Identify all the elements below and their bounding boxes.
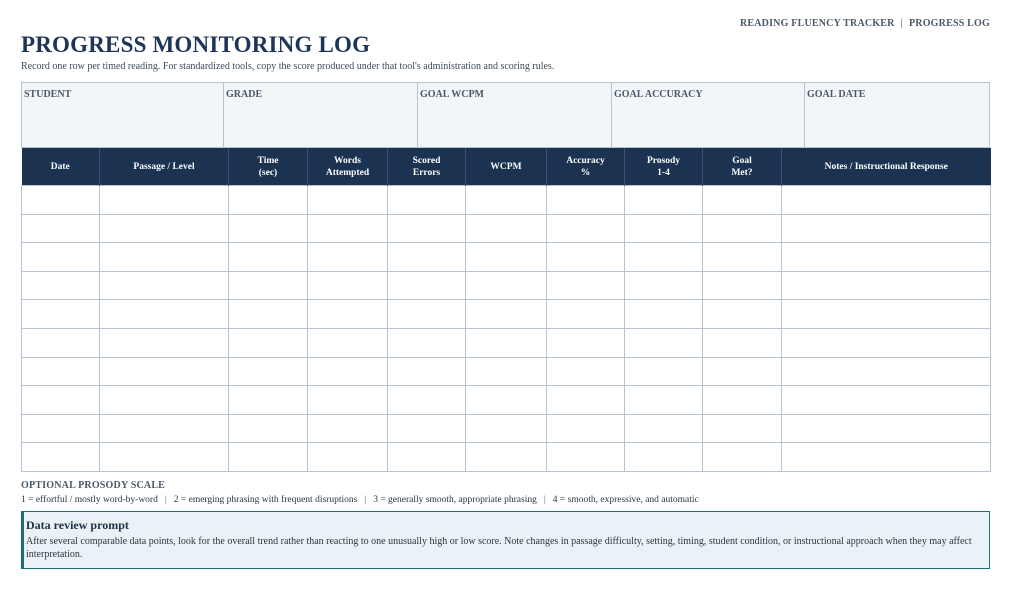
table-cell[interactable] xyxy=(625,357,703,386)
table-cell[interactable] xyxy=(22,414,100,443)
table-cell[interactable] xyxy=(782,414,991,443)
table-body xyxy=(22,186,991,472)
page-title: PROGRESS MONITORING LOG xyxy=(21,32,371,57)
table-cell[interactable] xyxy=(22,443,100,472)
prosody-scale-item: 1 = effortful / mostly word-by-word xyxy=(21,495,158,505)
column-header-words-attempted: Words Attempted xyxy=(308,148,388,186)
table-header-row xyxy=(22,148,991,186)
table-cell[interactable] xyxy=(547,357,625,386)
table-cell[interactable] xyxy=(100,300,229,329)
table-cell[interactable] xyxy=(22,328,100,357)
table-cell[interactable] xyxy=(229,243,308,272)
review-prompt-title: Data review prompt xyxy=(26,518,129,532)
table-cell[interactable] xyxy=(547,300,625,329)
document-header-label xyxy=(740,18,990,29)
table-cell[interactable] xyxy=(388,214,466,243)
table-cell[interactable] xyxy=(466,243,547,272)
prosody-scale-items: 1 = effortful / mostly word-by-word | 2 = emerging phrasing with frequent disruptions | 3 = generally smooth, appropriate phrasing | 4 = smooth, expressive, and automatic xyxy=(21,495,699,505)
table-cell[interactable] xyxy=(22,186,100,215)
table-cell[interactable] xyxy=(703,300,782,329)
table-cell[interactable] xyxy=(466,328,547,357)
table-cell[interactable] xyxy=(388,443,466,472)
log-label: PROGRESS LOG xyxy=(908,18,990,29)
table-row xyxy=(22,214,991,243)
header-separator: | xyxy=(900,18,903,29)
table-cell[interactable] xyxy=(703,214,782,243)
page-subtitle: Record one row per timed reading. For standardized tools, copy the score produced under that tool's administration and scoring rules. xyxy=(21,61,555,72)
column-header-passage-level: Passage / Level xyxy=(100,148,229,186)
table-cell[interactable] xyxy=(100,414,229,443)
table-cell[interactable] xyxy=(547,386,625,415)
table-row xyxy=(22,186,991,215)
table-cell[interactable] xyxy=(388,414,466,443)
prosody-scale-item: 4 = smooth, expressive, and automatic xyxy=(552,495,699,505)
table-cell[interactable] xyxy=(388,300,466,329)
goal-wcpm-field[interactable] xyxy=(418,83,612,147)
table-cell[interactable] xyxy=(547,243,625,272)
table-cell[interactable] xyxy=(229,271,308,300)
table-cell[interactable] xyxy=(100,186,229,215)
table-cell[interactable] xyxy=(229,328,308,357)
table-cell[interactable] xyxy=(22,357,100,386)
table-cell[interactable] xyxy=(229,300,308,329)
table-cell[interactable] xyxy=(466,357,547,386)
table-cell[interactable] xyxy=(547,443,625,472)
table-cell[interactable] xyxy=(466,443,547,472)
table-cell[interactable] xyxy=(466,386,547,415)
table-cell[interactable] xyxy=(703,271,782,300)
table-cell[interactable] xyxy=(547,328,625,357)
prosody-scale-item: 2 = emerging phrasing with frequent disruptions xyxy=(173,495,358,505)
goal-wcpm-field-label: GOAL WCPM xyxy=(420,89,484,100)
table-cell[interactable] xyxy=(703,386,782,415)
table-cell[interactable] xyxy=(229,214,308,243)
table-cell[interactable] xyxy=(308,300,388,329)
table-row xyxy=(22,386,991,415)
table-cell[interactable] xyxy=(703,443,782,472)
table-cell[interactable] xyxy=(782,357,991,386)
column-header-notes: Notes / Instructional Response xyxy=(782,148,991,186)
table-cell[interactable] xyxy=(547,186,625,215)
column-header-goal-met: Goal Met? xyxy=(703,148,782,186)
table-row xyxy=(22,328,991,357)
column-header-scored-errors: Scored Errors xyxy=(388,148,466,186)
goal-accuracy-field[interactable] xyxy=(612,83,805,147)
table-cell[interactable] xyxy=(100,357,229,386)
data-review-prompt xyxy=(21,511,990,569)
column-header-prosody: Prosody 1-4 xyxy=(625,148,703,186)
table-cell[interactable] xyxy=(466,271,547,300)
table-cell[interactable] xyxy=(22,386,100,415)
table-cell[interactable] xyxy=(625,271,703,300)
table-cell[interactable] xyxy=(308,357,388,386)
goal-accuracy-field-label: GOAL ACCURACY xyxy=(614,89,703,100)
table-cell[interactable] xyxy=(547,271,625,300)
table-cell[interactable] xyxy=(547,414,625,443)
table-cell[interactable] xyxy=(22,214,100,243)
table-row xyxy=(22,243,991,272)
table-cell[interactable] xyxy=(229,357,308,386)
column-header-accuracy: Accuracy % xyxy=(547,148,625,186)
table-cell[interactable] xyxy=(100,328,229,357)
table-cell[interactable] xyxy=(782,300,991,329)
table-cell[interactable] xyxy=(100,443,229,472)
table-cell[interactable] xyxy=(466,300,547,329)
table-cell[interactable] xyxy=(466,186,547,215)
progress-log-table xyxy=(21,148,991,472)
table-cell[interactable] xyxy=(466,414,547,443)
student-field-label: STUDENT xyxy=(24,89,72,100)
table-cell[interactable] xyxy=(388,243,466,272)
table-cell[interactable] xyxy=(703,357,782,386)
table-cell[interactable] xyxy=(308,214,388,243)
goal-date-field-label: GOAL DATE xyxy=(807,89,866,100)
table-cell[interactable] xyxy=(308,414,388,443)
table-cell[interactable] xyxy=(782,271,991,300)
table-row xyxy=(22,357,991,386)
table-cell[interactable] xyxy=(229,414,308,443)
table-cell[interactable] xyxy=(100,271,229,300)
table-cell[interactable] xyxy=(703,186,782,215)
table-cell[interactable] xyxy=(388,328,466,357)
review-prompt-body: After several comparable data points, look for the overall trend rather than reacting to one unusually high or low score. Note changes in passage difficulty, setting, timing, student condition, or instructional approach when they may affect interpretation. xyxy=(26,536,972,560)
table-cell[interactable] xyxy=(625,214,703,243)
table-cell[interactable] xyxy=(782,243,991,272)
table-cell[interactable] xyxy=(782,186,991,215)
table-cell[interactable] xyxy=(625,328,703,357)
table-cell[interactable] xyxy=(625,186,703,215)
prosody-scale-title: OPTIONAL PROSODY SCALE xyxy=(21,480,166,491)
table-cell[interactable] xyxy=(22,243,100,272)
student-field[interactable] xyxy=(22,83,224,147)
table-cell[interactable] xyxy=(625,386,703,415)
table-cell[interactable] xyxy=(22,271,100,300)
table-cell[interactable] xyxy=(229,443,308,472)
table-cell[interactable] xyxy=(308,328,388,357)
grade-field-label: GRADE xyxy=(226,89,263,100)
table-cell[interactable] xyxy=(100,386,229,415)
table-cell[interactable] xyxy=(782,214,991,243)
table-cell[interactable] xyxy=(308,386,388,415)
column-header-wcpm: WCPM xyxy=(466,148,547,186)
table-cell[interactable] xyxy=(388,186,466,215)
table-cell[interactable] xyxy=(388,386,466,415)
table-cell[interactable] xyxy=(22,300,100,329)
table-row xyxy=(22,414,991,443)
table-cell[interactable] xyxy=(229,386,308,415)
column-header-date: Date xyxy=(22,148,100,186)
goal-date-field[interactable] xyxy=(805,83,989,147)
table-cell[interactable] xyxy=(703,414,782,443)
table-cell[interactable] xyxy=(308,271,388,300)
table-cell[interactable] xyxy=(547,214,625,243)
table-cell[interactable] xyxy=(308,243,388,272)
table-cell[interactable] xyxy=(782,443,991,472)
table-cell[interactable] xyxy=(100,214,229,243)
table-cell[interactable] xyxy=(466,214,547,243)
table-cell[interactable] xyxy=(782,386,991,415)
table-cell[interactable] xyxy=(625,300,703,329)
table-row xyxy=(22,443,991,472)
tracker-label: READING FLUENCY TRACKER xyxy=(739,18,895,29)
table-cell[interactable] xyxy=(229,186,308,215)
table-cell[interactable] xyxy=(388,357,466,386)
prosody-scale-item: 3 = generally smooth, appropriate phrasing xyxy=(373,495,537,505)
table-cell[interactable] xyxy=(625,443,703,472)
table-cell[interactable] xyxy=(703,243,782,272)
table-cell[interactable] xyxy=(308,186,388,215)
table-cell[interactable] xyxy=(100,243,229,272)
table-cell[interactable] xyxy=(388,271,466,300)
table-cell[interactable] xyxy=(625,414,703,443)
table-cell[interactable] xyxy=(782,328,991,357)
column-header-time: Time (sec) xyxy=(229,148,308,186)
student-info-panel xyxy=(21,82,990,148)
table-cell[interactable] xyxy=(308,443,388,472)
grade-field[interactable] xyxy=(224,83,418,147)
table-row xyxy=(22,300,991,329)
table-cell[interactable] xyxy=(703,328,782,357)
table-row xyxy=(22,271,991,300)
table-cell[interactable] xyxy=(625,243,703,272)
